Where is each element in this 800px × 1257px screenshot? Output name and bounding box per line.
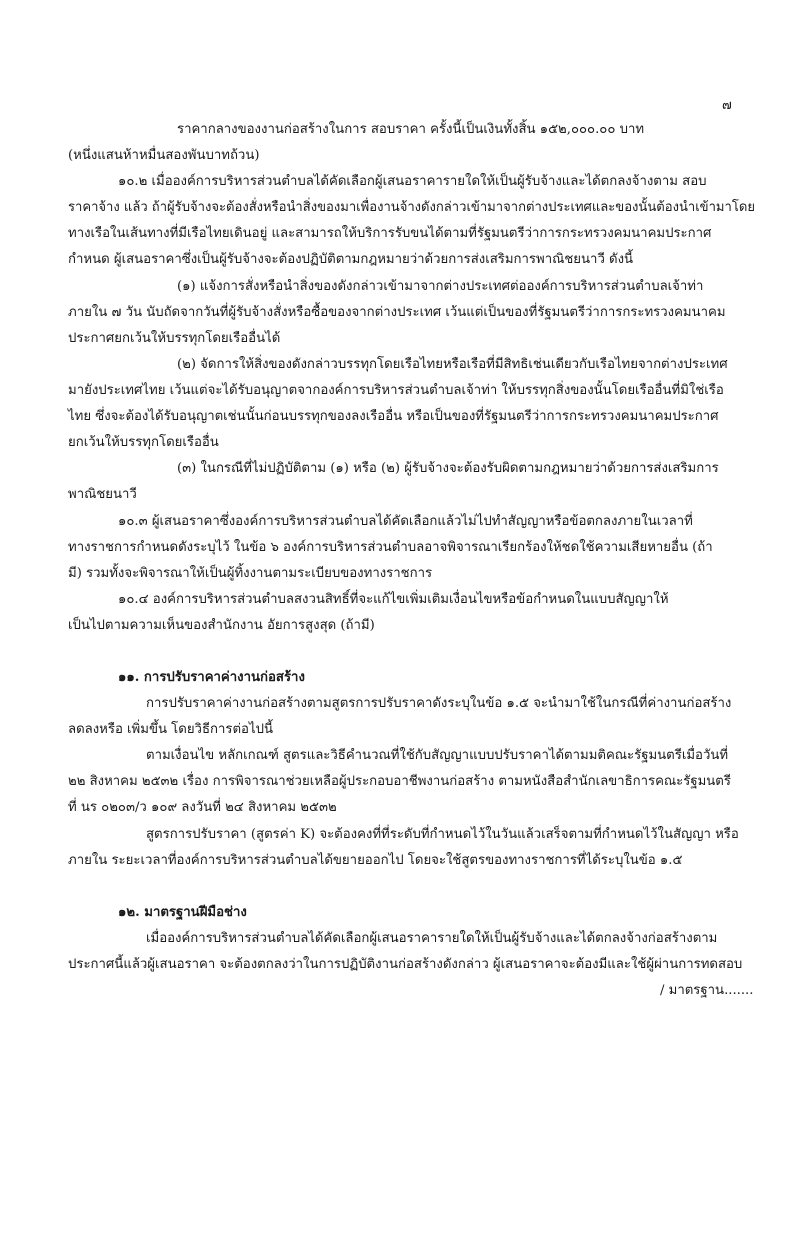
- page-number: ๗: [722, 98, 732, 113]
- para-10-2-2-line-2: มายังประเทศไทย เว้นแต่จะได้รับอนุญาตจากองค์การบริหารส่วนตำบลเจ้าท่า ให้บรรทุกสิ่งของนั้นโดยเรืออื่นที่มิใช่เรือ: [68, 383, 724, 398]
- para-10-2-line-1: ๑๐.๒ เมื่อองค์การบริหารส่วนตำบลได้คัดเลือกผู้เสนอราคารายใดให้เป็นผู้รับจ้างและได้ตกลงจ้างตาม สอบ: [118, 174, 707, 189]
- price-line-1: ราคากลางของงานก่อสร้างในการ สอบราคา ครั้งนี้เป็นเงินทั้งสิ้น ๑๕๒,๐๐๐.๐๐ บาท: [177, 122, 645, 137]
- para-10-2-1-line-2: ภายใน ๗ วัน นับถัดจากวันที่ผู้รับจ้างสั่งหรือซื้อของจากต่างประเทศ เว้นแต่เป็นของที่รัฐมนตรีว่าการกระทรวงคมนาคม: [68, 305, 726, 320]
- section-heading-11: ๑๑. การปรับราคาค่างานก่อสร้าง: [118, 670, 305, 685]
- para-10-2-3-line-1: (๓) ในกรณีที่ไม่ปฏิบัติตาม (๑) หรือ (๒) ผู้รับจ้างจะต้องรับผิดตามกฎหมายว่าด้วยการส่งเสริมการ: [177, 461, 719, 476]
- para-10-3-line-2: ทางราชการกำหนดดังระบุไว้ ในข้อ ๖ องค์การบริหารส่วนตำบลอาจพิจารณาเรียกร้องให้ชดใช้ความเสียหายอื่น (ถ้า: [68, 540, 713, 555]
- para-11-c-line-1: สูตรการปรับราคา (สูตรค่า K) จะต้องคงที่ที่ระดับที่กำหนดไว้ในวันแล้วเสร็จตามที่กำหนดไว้ในสัญญา หรือ: [146, 827, 739, 842]
- para-10-2-1-line-3: ประกาศยกเว้นให้บรรทุกโดยเรืออื่นได้: [68, 331, 281, 346]
- para-12-line-2: ประกาศนี้แล้วผู้เสนอราคา จะต้องตกลงว่าในการปฏิบัติงานก่อสร้างดังกล่าว ผู้เสนอราคาจะต้องมีและใช้ผู้ผ่านการทดสอบ: [68, 957, 743, 972]
- para-12-line-1: เมื่อองค์การบริหารส่วนตำบลได้คัดเลือกผู้เสนอราคารายใดให้เป็นผู้รับจ้างและได้ตกลงจ้างก่อสร้างตาม: [146, 931, 718, 946]
- para-11-b-line-2: ๒๒ สิงหาคม ๒๕๓๒ เรื่อง การพิจารณาช่วยเหลือผู้ประกอบอาชีพงานก่อสร้าง ตามหนังสือสำนักเลขาธิการคณะรัฐมนตรี: [68, 774, 731, 789]
- para-11-b-line-3: ที่ นร ๐๒๐๓/ว ๑๐๙ ลงวันที่ ๒๔ สิงหาคม ๒๕๓๒: [68, 800, 337, 815]
- para-10-2-2-line-4: ยกเว้นให้บรรทุกโดยเรืออื่น: [68, 435, 219, 450]
- para-11-c-line-2: ภายใน ระยะเวลาที่องค์การบริหารส่วนตำบลได้ขยายออกไป โดยจะใช้สูตรของทางราชการที่ได้ระบุในข้อ ๑.๕: [68, 853, 683, 868]
- continuation-marker: / มาตรฐาน.......: [660, 983, 754, 998]
- para-10-4-line-1: ๑๐.๔ องค์การบริหารส่วนตำบลสงวนสิทธิ์ที่จะแก้ไขเพิ่มเติมเงื่อนไขหรือข้อกำหนดในแบบสัญญาให้: [118, 592, 669, 607]
- para-10-2-2-line-1: (๒) จัดการให้สิ่งของดังกล่าวบรรทุกโดยเรือไทยหรือเรือที่มีสิทธิเช่นเดียวกับเรือไทยจากต่างประเทศ: [177, 357, 728, 372]
- para-11-a-line-2: ลดลงหรือ เพิ่มขึ้น โดยวิธีการต่อไปนี้: [68, 722, 273, 737]
- para-10-2-1-line-1: (๑) แจ้งการสั่งหรือนำสิ่งของดังกล่าวเข้ามาจากต่างประเทศต่อองค์การบริหารส่วนตำบลเจ้าท่า: [177, 279, 704, 294]
- para-10-4-line-2: เป็นไปตามความเห็นของสำนักงาน อัยการสูงสุด (ถ้ามี): [68, 618, 375, 633]
- page-bottom-margin: [0, 1130, 800, 1257]
- para-10-2-line-3: ทางเรือในเส้นทางที่มีเรือไทยเดินอยู่ และสามารถให้บริการรับขนได้ตามที่รัฐมนตรีว่าการกระทรวงคมนาคมประกาศ: [68, 226, 712, 241]
- para-11-b-line-1: ตามเงื่อนไข หลักเกณฑ์ สูตรและวิธีคำนวณที่ใช้กับสัญญาแบบปรับราคาได้ตามมติคณะรัฐมนตรีเมื่อวันที่: [146, 748, 729, 763]
- para-10-2-3-line-2: พาณิชยนาวี: [68, 487, 137, 502]
- para-10-3-line-1: ๑๐.๓ ผู้เสนอราคาซึ่งองค์การบริหารส่วนตำบลได้คัดเลือกแล้วไม่ไปทำสัญญาหรือข้อตกลงภายในเวลาที่: [118, 514, 693, 529]
- para-10-2-line-2: ราคาจ้าง แล้ว ถ้าผู้รับจ้างจะต้องสั่งหรือนำสิ่งของมาเพื่องานจ้างดังกล่าวเข้ามาจากต่างประเทศและของนั้นต้องนำเข้ามาโดย: [68, 200, 755, 215]
- para-10-3-line-3: มี) รวมทั้งจะพิจารณาให้เป็นผู้ทิ้งงานตามระเบียบของทางราชการ: [68, 566, 433, 581]
- para-11-a-line-1: การปรับราคาค่างานก่อสร้างตามสูตรการปรับราคาดังระบุในข้อ ๑.๕ จะนำมาใช้ในกรณีที่ค่างานก่อสร้าง: [146, 696, 732, 711]
- para-10-2-2-line-3: ไทย ซึ่งจะต้องได้รับอนุญาตเช่นนั้นก่อนบรรทุกของลงเรืออื่น หรือเป็นของที่รัฐมนตรีว่าการกระทรวงคมนาคมประกาศ: [68, 409, 719, 424]
- price-line-2: (หนึ่งแสนห้าหมื่นสองพันบาทถ้วน): [68, 148, 260, 163]
- para-10-2-line-4: กำหนด ผู้เสนอราคาซึ่งเป็นผู้รับจ้างจะต้องปฏิบัติตามกฎหมายว่าด้วยการส่งเสริมการพาณิชยนาวี ดังนี้: [68, 252, 634, 267]
- section-heading-12: ๑๒. มาตรฐานฝีมือช่าง: [118, 905, 247, 920]
